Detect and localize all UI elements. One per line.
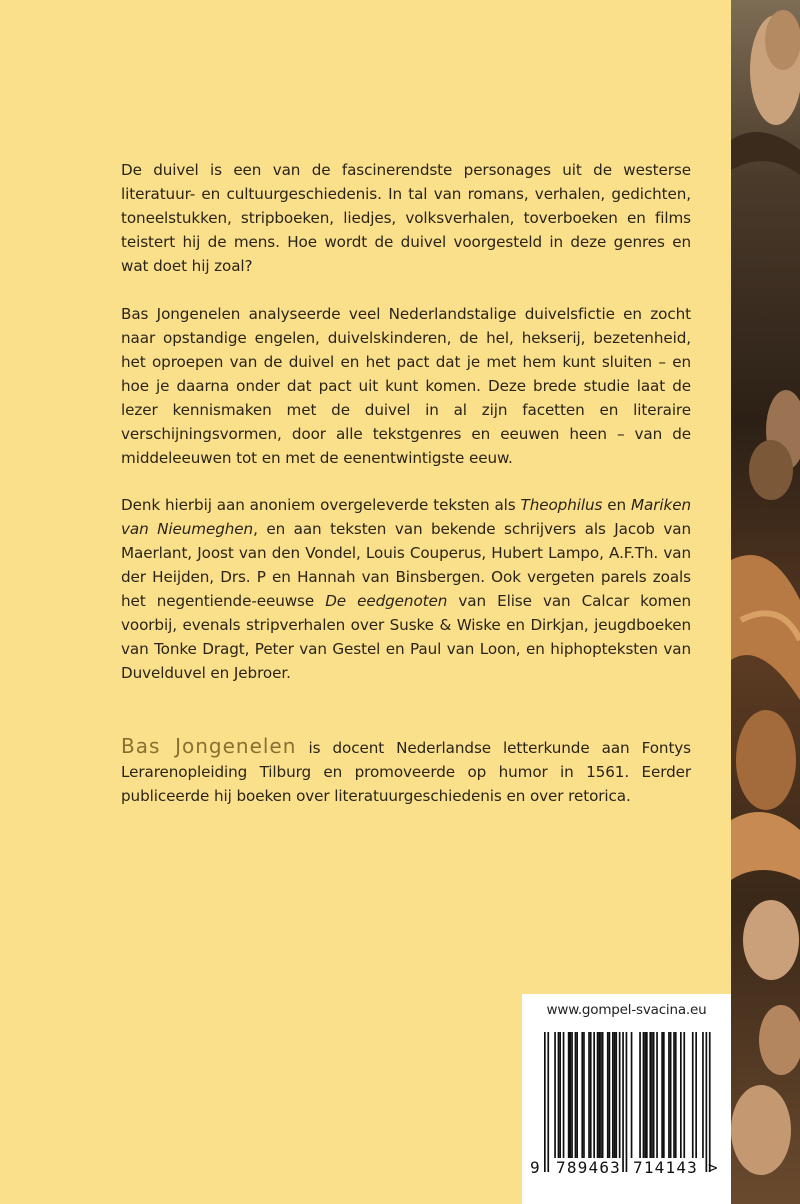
- barcode-bar: [670, 1032, 672, 1158]
- barcode-bar: [663, 1032, 665, 1158]
- barcode-bar: [568, 1032, 570, 1158]
- barcode-bar: [602, 1032, 604, 1158]
- barcode-bar: [706, 1032, 708, 1172]
- isbn-group-right: 714143: [633, 1158, 698, 1177]
- analysis-paragraph: [121, 302, 691, 470]
- barcode-box: [522, 994, 731, 1204]
- intro-paragraph: [121, 158, 691, 278]
- barcode-bar: [651, 1032, 653, 1158]
- examples-text-part1: Denk hierbij aan anoniem overgeleverde teksten als: [121, 496, 521, 514]
- title-mariken: Mariken van Nieumeghen: [121, 496, 691, 538]
- barcode-bar: [563, 1032, 565, 1158]
- barcode-bar: [571, 1032, 573, 1158]
- barcode-bar: [626, 1032, 628, 1172]
- barcode-bar: [576, 1032, 578, 1158]
- painting-image: [731, 0, 800, 1204]
- barcode-bar: [709, 1032, 711, 1172]
- barcode-bar: [692, 1032, 694, 1158]
- barcode-bar: [683, 1032, 685, 1158]
- examples-paragraph: [121, 493, 691, 685]
- barcode-bar: [639, 1032, 641, 1158]
- barcode-bar: [612, 1032, 614, 1158]
- barcode-bar: [598, 1032, 600, 1158]
- barcode-bar: [695, 1032, 697, 1158]
- examples-text-part2: en: [602, 496, 632, 514]
- barcode-bar: [615, 1032, 617, 1158]
- barcode-bar: [558, 1032, 560, 1158]
- author-bio-body: is docent Nederlandse letterkunde aan Fontys Lerarenopleiding Tilburg en promoveerde op humor in 1561. Eerder publiceerde hij boeken over literatuurgeschiedenis en over retorica.: [121, 739, 691, 805]
- examples-text: [121, 493, 691, 685]
- barcode-bar: [593, 1032, 595, 1158]
- barcode-bar: [544, 1032, 546, 1172]
- barcode-bar: [631, 1032, 633, 1158]
- barcode-bar: [644, 1032, 646, 1158]
- barcode-bar: [643, 1032, 645, 1158]
- barcode-bar: [590, 1032, 592, 1158]
- author-name: Bas Jongenelen: [121, 734, 297, 758]
- isbn-group-left: 789463: [556, 1158, 621, 1177]
- examples-text-part4: van Elise van Calcar komen voorbij, evenals stripverhalen over Suske & Wiske en Dirkjan, jeugdboeken van Tonke Dragt, Peter van Gestel en Paul van Loon, en hiphopteksten van Duvelduvel en Jebroer.: [121, 592, 691, 682]
- barcode-bar: [575, 1032, 577, 1158]
- barcode-bar: [607, 1032, 609, 1158]
- publisher-url[interactable]: www.gompel-svacina.eu: [546, 1002, 707, 1018]
- barcode-bar: [656, 1032, 658, 1158]
- barcode-bar: [668, 1032, 670, 1158]
- author-bio-text: [121, 734, 691, 808]
- barcode-bar: [554, 1032, 556, 1158]
- barcode-bar: [597, 1032, 599, 1158]
- barcode-bar: [653, 1032, 655, 1158]
- barcode-bar: [702, 1032, 704, 1158]
- examples-text-part3: , en aan teksten van bekende schrijvers als Jacob van Maerlant, Joost van den Vondel, Louis Couperus, Hubert Lampo, A.F.Th. van der Heijden, Drs. P en Hannah van Binsbergen. Ook vergeten parels zoals het negentiende-eeuwse: [121, 520, 691, 610]
- barcode-bar: [680, 1032, 682, 1158]
- barcode-bar: [609, 1032, 611, 1158]
- intro-text: De duivel is een van de fascinerendste personages uit de westerse literatuur- en cultuurgeschiedenis. In tal van romans, verhalen, gedichten, toneelstukken, stripboeken, liedjes, volksverhalen, toverboeken en films teistert hij de mens. Hoe wordt de duivel voorgesteld in deze genres en wat doet hij zoal?: [121, 161, 691, 275]
- barcode-bar: [673, 1032, 675, 1158]
- barcode-bar: [559, 1032, 561, 1158]
- barcode-bar: [675, 1032, 677, 1158]
- title-eedgenoten: De eedgenoten: [325, 592, 448, 610]
- painting-strip: [731, 0, 800, 1204]
- barcode-bar: [547, 1032, 549, 1172]
- isbn-quiet-mark: >: [708, 1158, 718, 1177]
- isbn-first-digit: 9: [530, 1158, 540, 1177]
- barcode-bar: [614, 1032, 616, 1158]
- title-theophilus: Theophilus: [520, 496, 603, 514]
- barcode-bar: [581, 1032, 583, 1158]
- barcode-bar: [583, 1032, 585, 1158]
- isbn-barcode: [522, 994, 731, 1204]
- barcode-bar: [619, 1032, 621, 1158]
- barcode-bar: [588, 1032, 590, 1158]
- author-bio: [121, 734, 691, 808]
- barcode-bar: [570, 1032, 572, 1158]
- barcode-bar: [646, 1032, 648, 1158]
- analysis-text: Bas Jongenelen analyseerde veel Nederlandstalige duivelsfictie en zocht naar opstandige engelen, duivelskinderen, de hel, hekserij, bezetenheid, het oproepen van de duivel en het pact dat je met hem kunt sluiten – en hoe je daarna onder dat pact uit kunt komen. Deze brede studie laat de lezer kennismaken met de duivel in al zijn facetten en literaire verschijningsvormen, door alle tekstgenres en eeuwen heen – van de middeleeuwen tot en met de eenentwintigste eeuw.: [121, 305, 691, 467]
- barcode-bar: [600, 1032, 602, 1158]
- barcode-bar: [661, 1032, 663, 1158]
- barcode-bar: [622, 1032, 624, 1172]
- barcode-bar: [649, 1032, 651, 1158]
